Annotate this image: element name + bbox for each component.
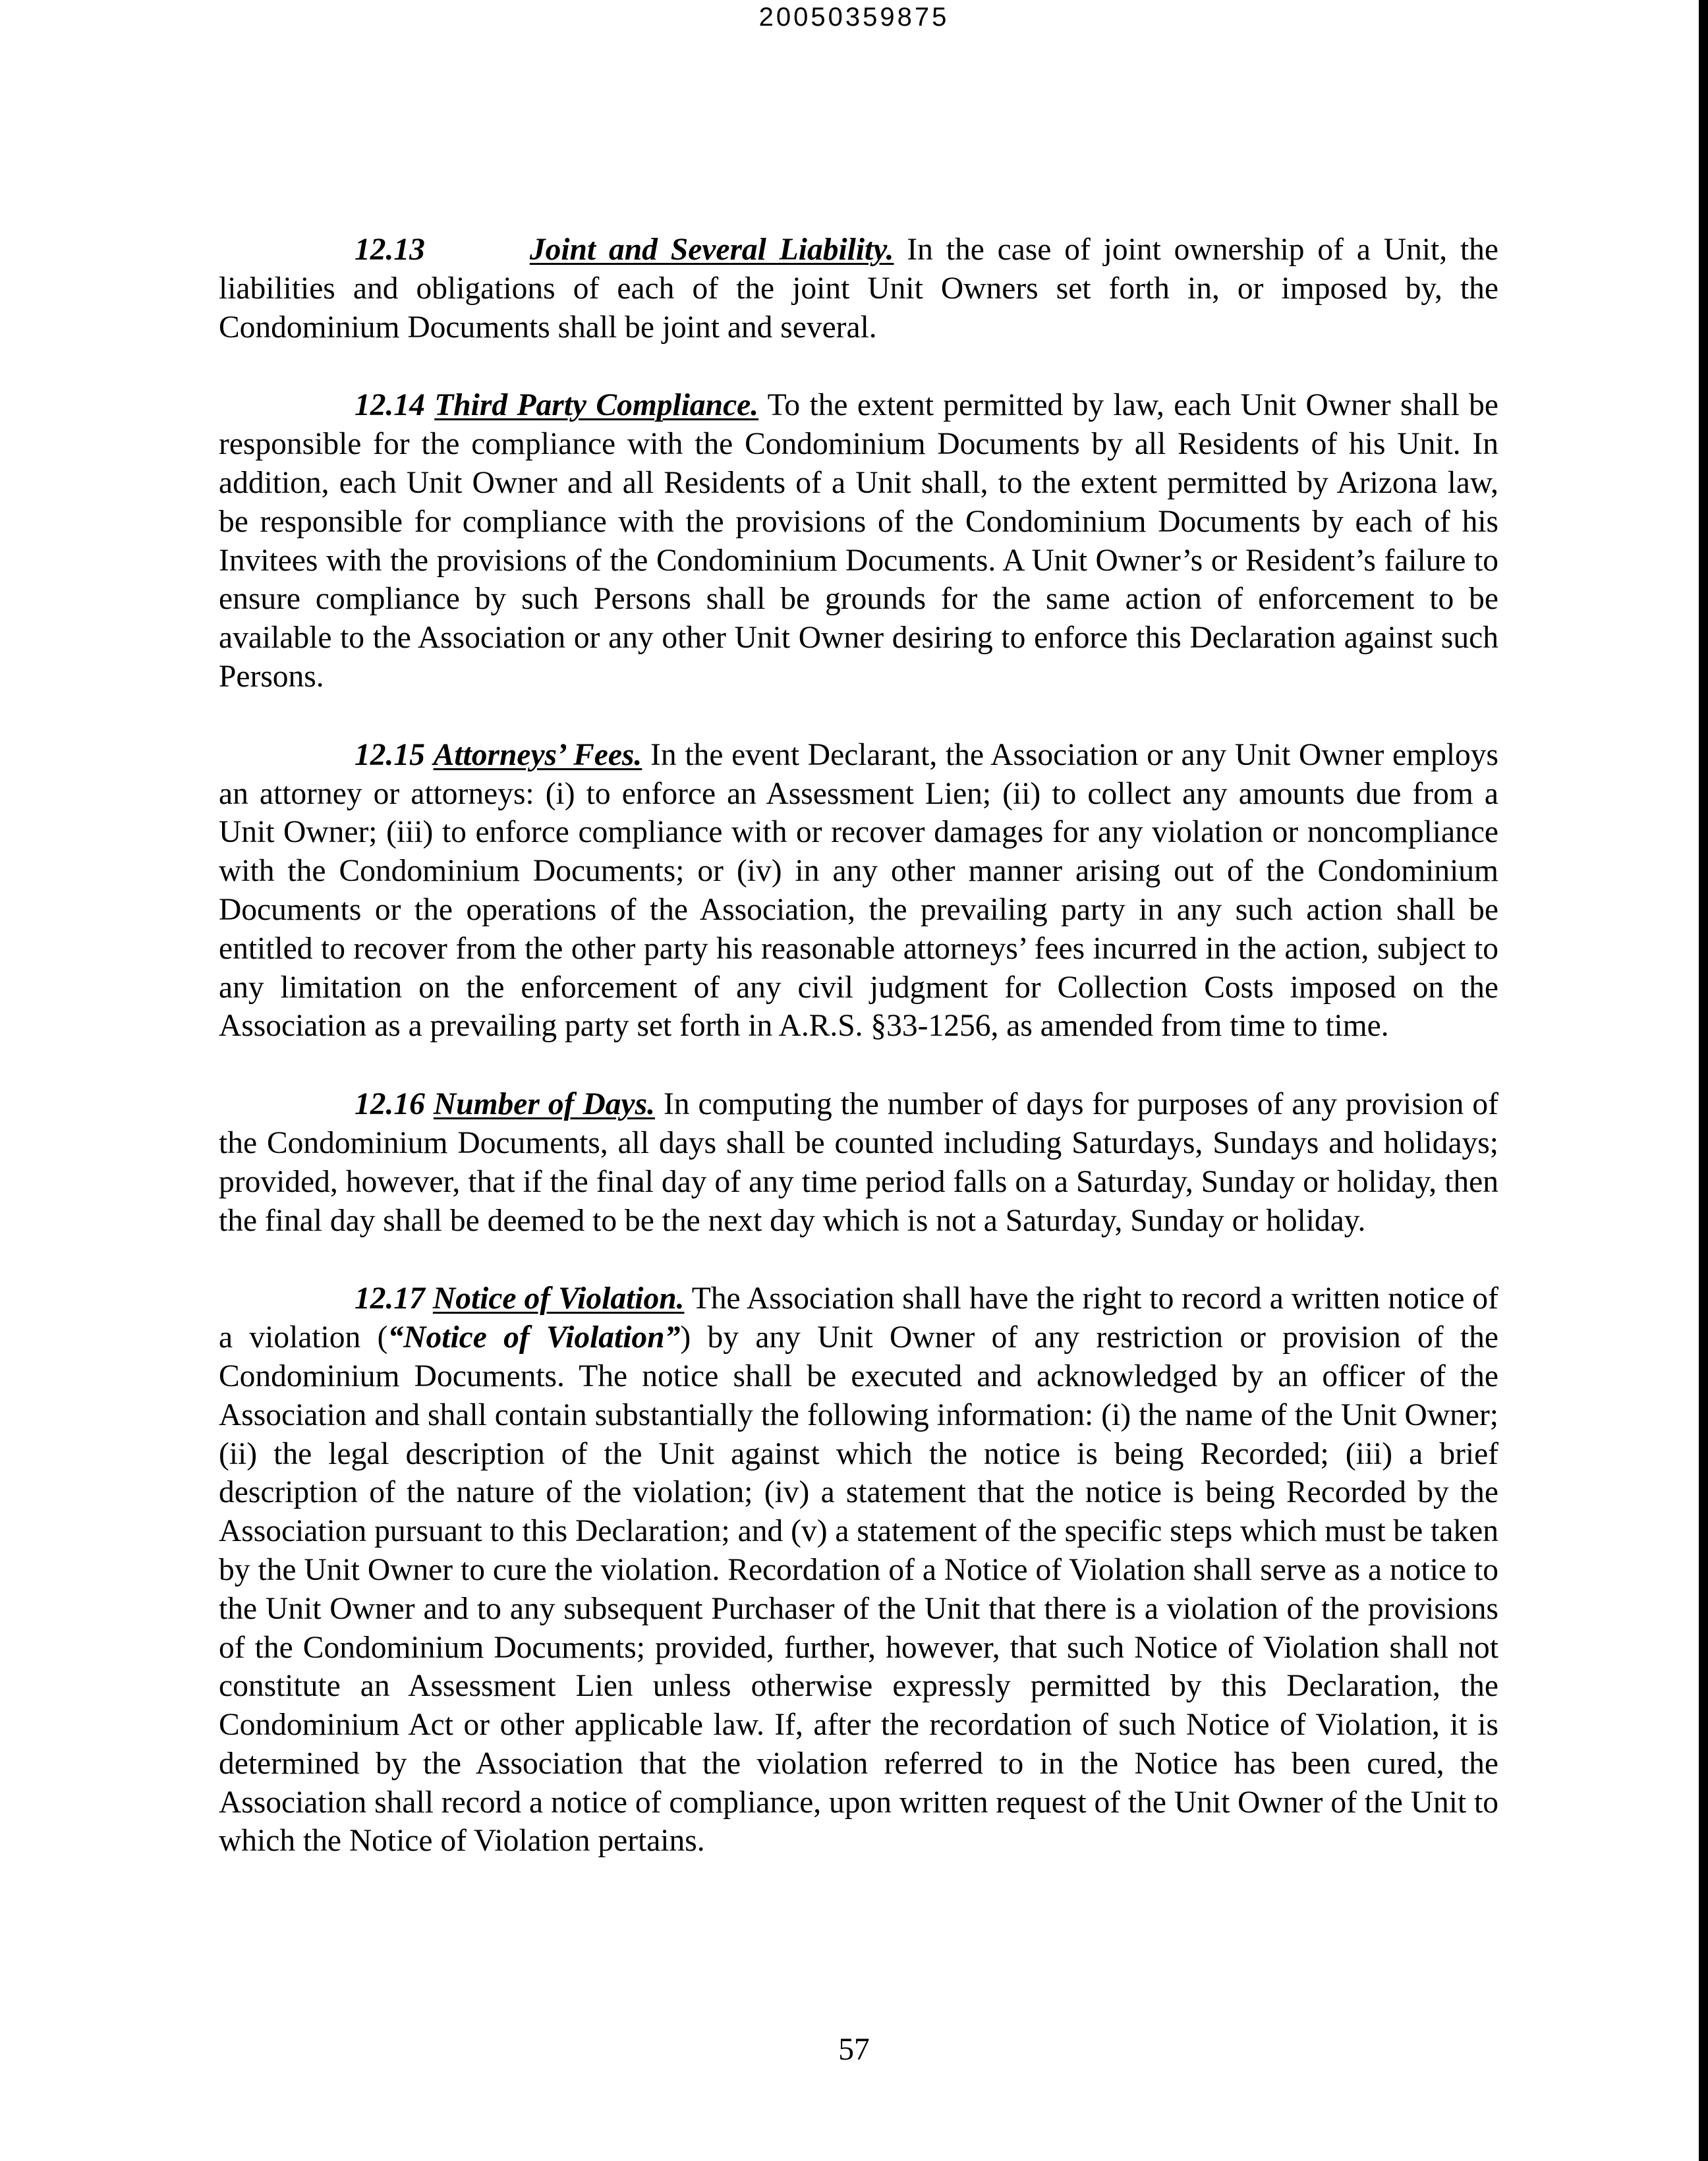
section-text: To the extent permitted by law, each Unit Owner shall be responsible for the compliance with the Condominium Documents by all Residents of his Unit. In addition, each Unit Owner and all Residents of a Unit shall, to the extent permitted by Arizona law, be responsible for compliance with the provisions of the Condominium Documents by each of his Invitees with the provisions of the Condominium Documents. A Unit Owner’s or Resident’s failure to ensure compliance by such Persons shall be grounds for the same action of enforcement to be available to the Association or any other Unit Owner desiring to enforce this Declaration against such Persons. [219, 388, 1499, 694]
section-12-13 [219, 231, 1498, 347]
section-text-after: ) by any Unit Owner of any restriction or provision of the Condominium Documents. The notice shall be executed and acknowledged by an officer of the Association and shall contain substantially the following information: (i) the name of the Unit Owner; (ii) the legal description of the Unit against which the notice is being Recorded; (iii) a brief description of the nature of the violation; (iv) a statement that the notice is being Recorded by the Association pursuant to this Declaration; and (v) a statement of the specific steps which must be taken by the Unit Owner to cure the violation. Recordation of a Notice of Violation shall serve as a notice to the Unit Owner and to any subsequent Purchaser of the Unit that there is a violation of the provisions of the Condominium Documents; provided, further, however, that such Notice of Violation shall not constitute an Assessment Lien unless otherwise expressly permitted by this Declaration, the Condominium Act or other applicable law. If, after the recordation of such Notice of Violation, it is determined by the Association that the violation referred to in the Notice has been cured, the Association shall record a notice of compliance, upon written request of the Unit Owner of the Unit to which the Notice of Violation pertains. [219, 1320, 1498, 1859]
section-number: 12.15 [355, 737, 425, 772]
section-title-text: Joint and Several Liability [529, 233, 886, 267]
section-12-14 [219, 386, 1498, 696]
section-title [434, 1087, 655, 1121]
section-title [433, 1281, 685, 1316]
section-title-period: . [634, 737, 642, 772]
defined-term: “Notice of Violation” [387, 1320, 681, 1355]
section-text: In computing the number of days for purposes of any provision of the Condominium Documents, all days shall be counted including Saturdays, Sundays and holidays; provided, however, that if the final day of any time period falls on a Saturday, Sunday or holiday, then the final day shall be deemed to be the next day which is not a Saturday, Sunday or holiday. [219, 1087, 1499, 1238]
section-title [530, 233, 894, 267]
section-title-text: Third Party Compliance [434, 388, 751, 423]
section-number: 12.16 [355, 1087, 425, 1122]
section-number: 12.13 [355, 233, 425, 267]
section-title-period: . [676, 1281, 685, 1316]
section-title [434, 738, 642, 772]
section-number: 12.17 [355, 1281, 425, 1316]
section-title [434, 388, 758, 422]
section-spacer [425, 388, 434, 422]
section-text: In the event Declarant, the Association or any Unit Owner employs an attorney or attorneys: (i) to enforce an Assessment Lien; (ii) to collect any amounts due from a Unit Owner; (iii) to enforce compliance with or recover damages for any violation or noncompliance with the Condominium Documents; or (iv) in any other manner arising out of the Condominium Documents or the operations of the Association, the prevailing party in any such action shall be entitled to recover from the other party his reasonable attorneys’ fees incurred in the action, subject to any limitation on the enforcement of any civil judgment for Collection Costs imposed on the Association as a prevailing party set forth in A.R.S. §33-1256, as amended from time to time. [219, 737, 1499, 1044]
page-number: 57 [838, 2033, 870, 2067]
document-number: 20050359875 [758, 3, 950, 32]
scan-edge-border [1699, 0, 1708, 2161]
section-spacer [425, 1281, 433, 1316]
document-body [219, 231, 1498, 1900]
section-spacer [425, 738, 434, 772]
section-title-text: Notice of Violation [432, 1281, 677, 1316]
section-text: In the case of joint ownership of a Unit, the liabilities and obligations of each of the joint Unit Owners set forth in, or imposed by, the Condominium Documents shall be joint and several. [219, 233, 1498, 345]
section-12-15 [219, 736, 1498, 1046]
section-title-period: . [647, 1087, 655, 1122]
section-title-period: . [886, 233, 894, 267]
section-number: 12.14 [355, 388, 425, 423]
section-12-16 [219, 1085, 1498, 1240]
section-spacer [425, 233, 530, 267]
section-title-text: Number of Days [433, 1087, 648, 1122]
section-title-text: Attorneys’ Fees [433, 737, 635, 772]
section-12-17 [219, 1279, 1498, 1861]
section-text-before: The Association shall have the right to record a written notice of a violation ( [219, 1281, 1498, 1355]
section-title-period: . [751, 388, 759, 423]
section-spacer [425, 1087, 434, 1121]
